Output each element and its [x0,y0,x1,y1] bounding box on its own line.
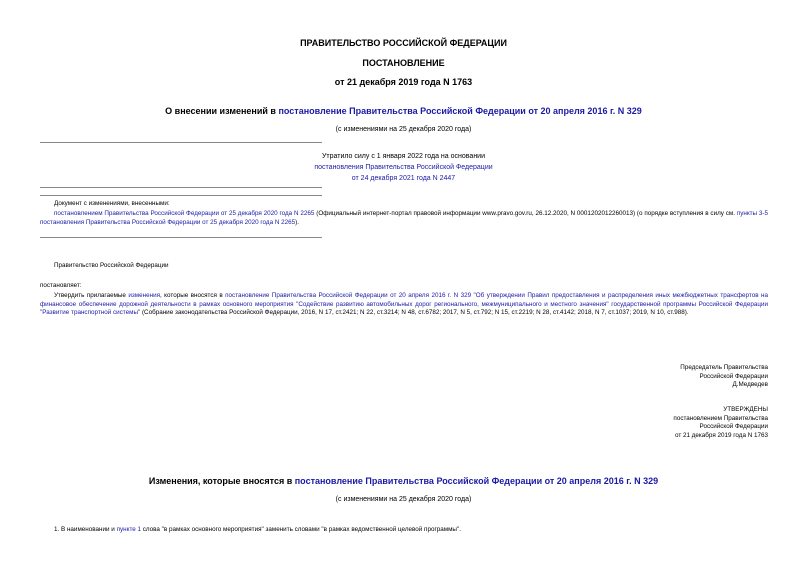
body-p-mid: , которые вносятся в [160,292,226,299]
body-p-link2[interactable]: постановление Правительства Российской Федерации от 20 апреля 2016 г. N 329 "Об утверждении Правил предоставления и распределения иных межбюджетных трансфертов на финансовое обеспечение дорожной деятельности в рамках основного мероприятия "Содействие развитию автомобильных дорог регионального, межмуниципального и местного значения" государственной программы Российской Федерации "Развитие транспортной системы" [40,292,768,317]
title-link[interactable]: постановление Правительства Российской Федерации от 20 апреля 2016 г. N 329 [278,106,642,116]
approved-line1: УТВЕРЖДЕНЫ [723,406,768,413]
header-doc-type: ПОСТАНОВЛЕНИЕ [362,58,445,68]
changes-note-text [40,210,768,227]
signature-line1: Председатель Правительства [680,364,768,371]
title-amended: (с изменениями на 25 декабря 2020 года) [335,126,472,133]
changes-title-amended: (с изменениями на 25 декабря 2020 года) [335,496,472,503]
item-1-end: слова "в рамках основного мероприятия" заменить словами "в рамках ведомственной целевой программы". [141,526,461,533]
header-date-number: от 21 декабря 2019 года N 1763 [334,77,473,87]
divider [40,237,322,238]
signature-line2: Российской Федерации [699,372,768,380]
item-1 [54,526,461,535]
document-title [0,106,807,116]
header-authority: ПРАВИТЕЛЬСТВО РОССИЙСКОЙ ФЕДЕРАЦИИ [300,38,507,48]
expired-link2[interactable]: от 24 декабря 2021 года N 2447 [351,175,456,182]
changes-title [0,476,807,486]
body-p-link1[interactable]: изменения [128,292,160,299]
title-prefix: О внесении изменений в [165,106,279,116]
approved-block [500,406,768,440]
body-p-end: (Собрание законодательства Российской Федерации, 2016, N 17, ст.2421; N 22, ст.3214; N 48, ст.6782; 2017, N 5, ст.792; N 15, ст.2219; N 28, ст.4142; 2018, N 7, ст.1037; 2019, N 10, ст.988). [140,309,689,317]
approved-line4: от 21 декабря 2019 года N 1763 [674,431,768,439]
changes-title-prefix: Изменения, которые вносятся в [148,476,295,486]
divider [40,142,322,143]
expired-link1[interactable]: постановления Правительства Российской Федерации [314,164,493,171]
body-paragraph [40,292,768,318]
approved-line3: Российской Федерации [699,423,768,431]
changes-note-heading: Документ с изменениями, внесенными: [54,200,170,207]
changes-note-link1[interactable]: постановлением Правительства Российской Федерации от 25 декабря 2020 года N 2265 [54,210,315,217]
changes-note-text2: ). [295,218,300,226]
changes-title-link[interactable]: постановление Правительства Российской Федерации от 20 апреля 2016 г. N 329 [294,476,659,486]
signature-line3: Д.Медведев [732,381,768,389]
item-1-start: 1. В наименовании и [54,526,117,533]
body-resolves: постановляет: [40,282,82,289]
changes-note-link2[interactable]: пункты 3-5 постановления Правительства Российской Федерации от 25 декабря 2020 года N 2265 [40,210,769,226]
expired-line1: Утратило силу с 1 января 2022 года на основании [321,153,486,160]
item-1-link[interactable]: пункте 1 [116,526,142,533]
body-government: Правительство Российской Федерации [54,262,169,269]
signature-block [500,364,768,390]
divider [40,195,322,196]
divider [40,187,322,188]
changes-note-text1: (Официальный интернет-портал правовой информации www.pravo.gov.ru, 26.12.2020, N 0001202012260013) (о порядке вступления в силу см. [314,210,737,217]
body-p-start: Утвердить прилагаемые [54,292,129,299]
approved-line2: постановлением Правительства [673,414,768,422]
